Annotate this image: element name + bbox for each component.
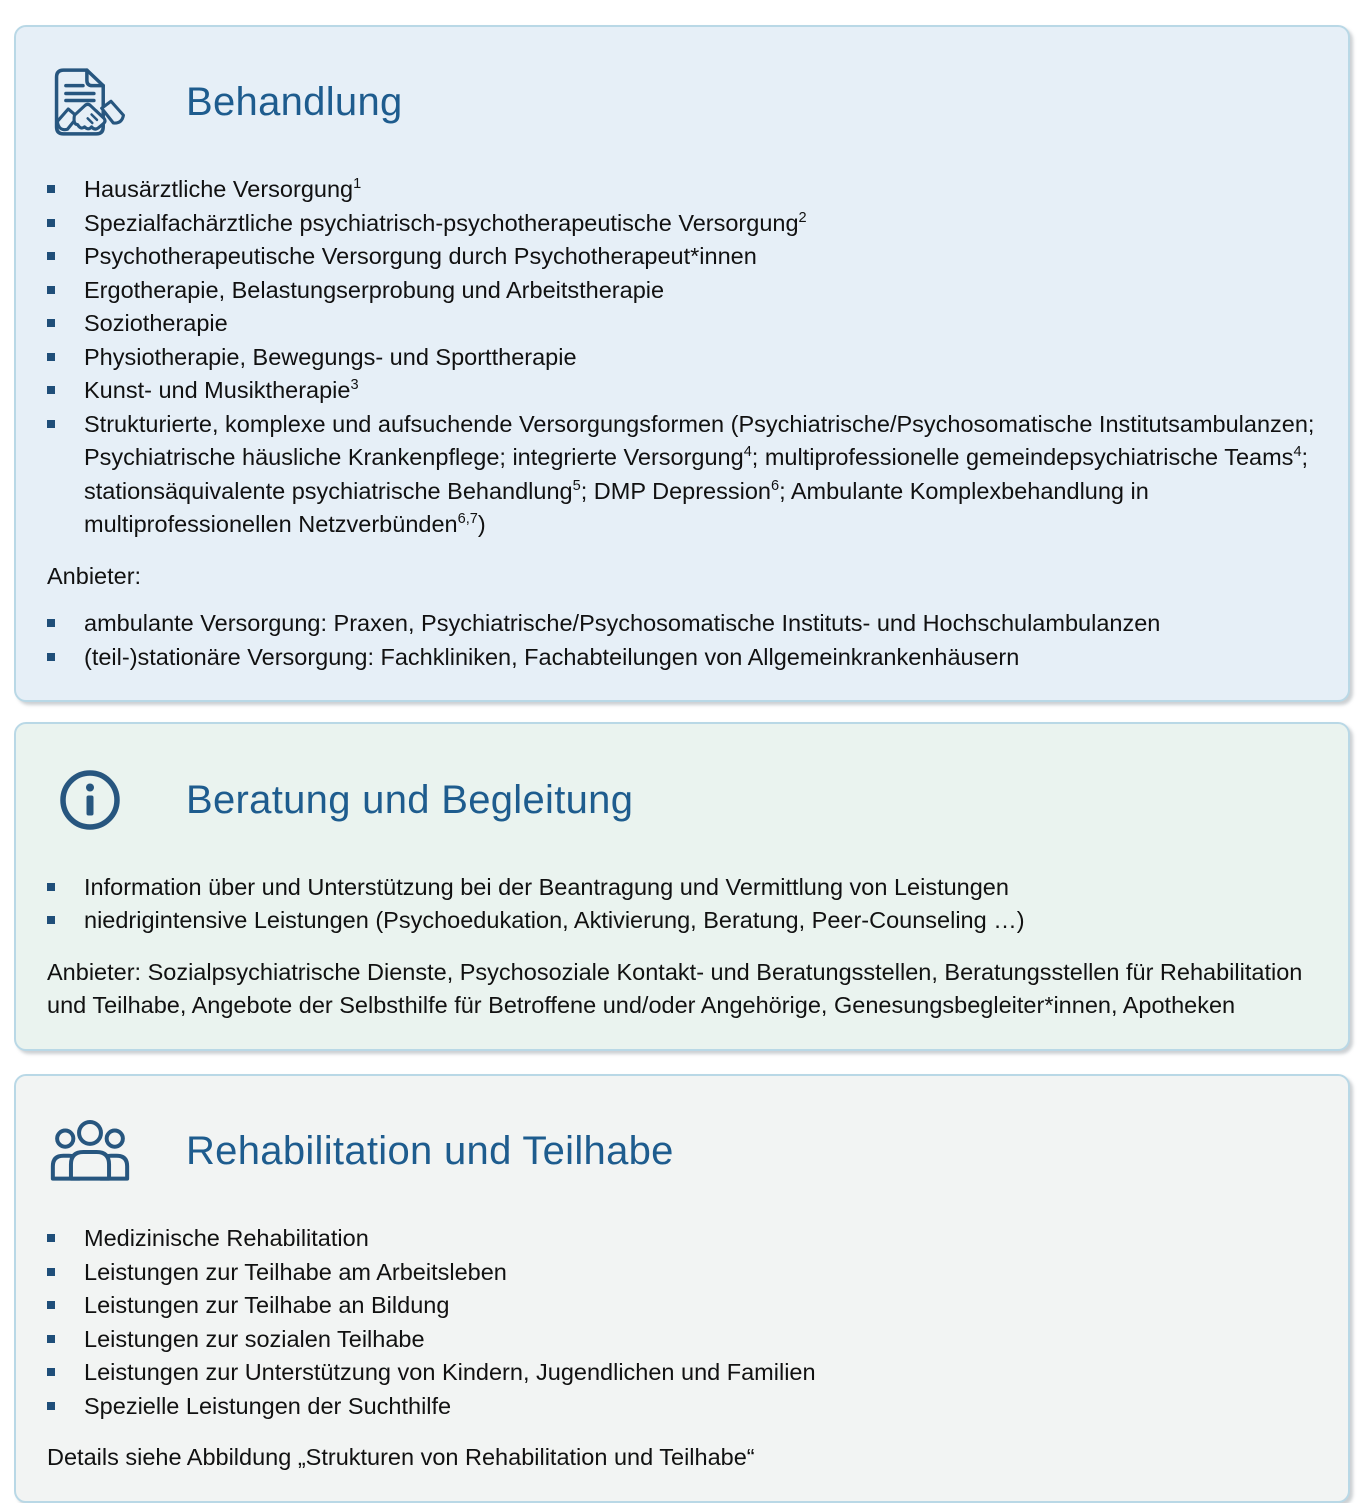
panel-rehabilitation-title: Rehabilitation und Teilhabe [186,1128,674,1173]
list-item-text: ambulante Versorgung: Praxen, Psychiatrische/Psychosomatische Instituts- und Hochschulambulanzen [84,610,1161,637]
list-item-text: Soziotherapie [84,310,228,337]
list-item-text: Ergotherapie, Belastungserprobung und Arbeitstherapie [84,276,665,303]
bullet-square-icon [47,420,55,428]
list-item-text: Leistungen zur sozialen Teilhabe [84,1325,425,1352]
rehabilitation-list [16,1222,1348,1423]
people-group-icon [50,1117,130,1185]
list-item [47,1289,1324,1323]
panel-beratung [14,722,1350,1050]
bullet-square-icon [47,1234,55,1242]
behandlung-list [16,173,1348,542]
list-item [47,374,1324,408]
bullet-square-icon [47,1402,55,1410]
list-item [47,173,1324,207]
panel-behandlung-title: Behandlung [186,80,403,125]
list-item-text: Physiotherapie, Bewegungs- und Sporttherapie [84,343,577,370]
list-item [47,408,1324,542]
list-item [47,904,1324,938]
list-item-text: (teil-)stationäre Versorgung: Fachkliniken, Fachabteilungen von Allgemeinkrankenhäusern [84,643,1020,670]
list-item-text: Strukturierte, komplexe und aufsuchende Versorgungsformen (Psychiatrische/Psychosomatische Institutsambulanzen; Psychiatrische häusliche Krankenpflege; integrierte Versorgung$^4$; multiprofessionelle gemeindepsychiatrische Teams$^4$; stationsäquivalente psychiatrische Behandlung$^5$; DMP Depression$^6$; Ambulante Komplexbehandlung in multiprofessionellen Netzverbünden$^{6,7}$) [84,410,1315,538]
info-icon [50,766,130,834]
bullet-square-icon [47,219,55,227]
list-item [47,240,1324,274]
panel-beratung-header [16,724,1348,862]
bullet-square-icon [47,619,55,627]
list-item [47,1390,1324,1424]
bullet-square-icon [47,916,55,924]
list-item-text: Kunst- und Musiktherapie$^3$ [84,377,359,404]
bullet-square-icon [47,883,55,891]
bullet-square-icon [47,353,55,361]
list-item [47,1356,1324,1390]
bullet-square-icon [47,286,55,294]
list-item [47,1323,1324,1357]
beratung-anbieter-paragraph: Anbieter: Sozialpsychiatrische Dienste, Psychosoziale Kontakt- und Beratungsstellen, Beratungsstellen für Rehabilitation und Teilhabe, Angebote der Selbsthilfe für Betroffene und/oder Angehörige, Genesungsbegleiter*innen, Apotheken [47,958,1303,1019]
bullet-square-icon [47,386,55,394]
list-item-text: Spezialfachärztliche psychiatrisch-psychotherapeutische Versorgung$^2$ [84,209,807,236]
list-item-text: Leistungen zur Unterstützung von Kindern, Jugendlichen und Familien [84,1359,816,1386]
list-item [47,871,1324,905]
bullet-square-icon [47,653,55,661]
list-item-text: Spezielle Leistungen der Suchthilfe [84,1392,452,1419]
list-item [47,307,1324,341]
document-handshake-icon [50,67,130,137]
bullet-square-icon [47,1368,55,1376]
list-item [47,1222,1324,1256]
list-item [47,207,1324,241]
bullet-square-icon [47,319,55,327]
beratung-list [16,871,1348,938]
list-item-text: Leistungen zur Teilhabe am Arbeitsleben [84,1258,507,1285]
list-item [47,1256,1324,1290]
behandlung-anbieter-label: Anbieter: [47,562,142,589]
list-item [47,607,1324,641]
list-item-text: Hausärztliche Versorgung$^1$ [84,176,362,203]
list-item-text: Leistungen zur Teilhabe an Bildung [84,1292,450,1319]
panel-rehabilitation [14,1074,1350,1503]
bullet-square-icon [47,185,55,193]
behandlung-anbieter-list [16,607,1348,674]
panel-rehabilitation-header [16,1076,1348,1214]
bullet-square-icon [47,1301,55,1309]
list-item-text: Psychotherapeutische Versorgung durch Psychotherapeut*innen [84,243,757,270]
bullet-square-icon [47,1335,55,1343]
bullet-square-icon [47,252,55,260]
panel-beratung-title: Beratung und Begleitung [186,777,634,822]
list-item [47,274,1324,308]
list-item-text: Information über und Unterstützung bei der Beantragung und Vermittlung von Leistungen [84,873,1009,900]
bullet-square-icon [47,1268,55,1276]
list-item-text: niedrigintensive Leistungen (Psychoedukation, Aktivierung, Beratung, Peer-Counseling …) [84,907,1025,934]
panel-behandlung [14,25,1350,702]
list-item [47,641,1324,675]
panel-behandlung-header [16,27,1348,165]
list-item [47,341,1324,375]
list-item-text: Medizinische Rehabilitation [84,1225,369,1252]
rehabilitation-details-note: Details siehe Abbildung „Strukturen von Rehabilitation und Teilhabe“ [47,1444,755,1471]
